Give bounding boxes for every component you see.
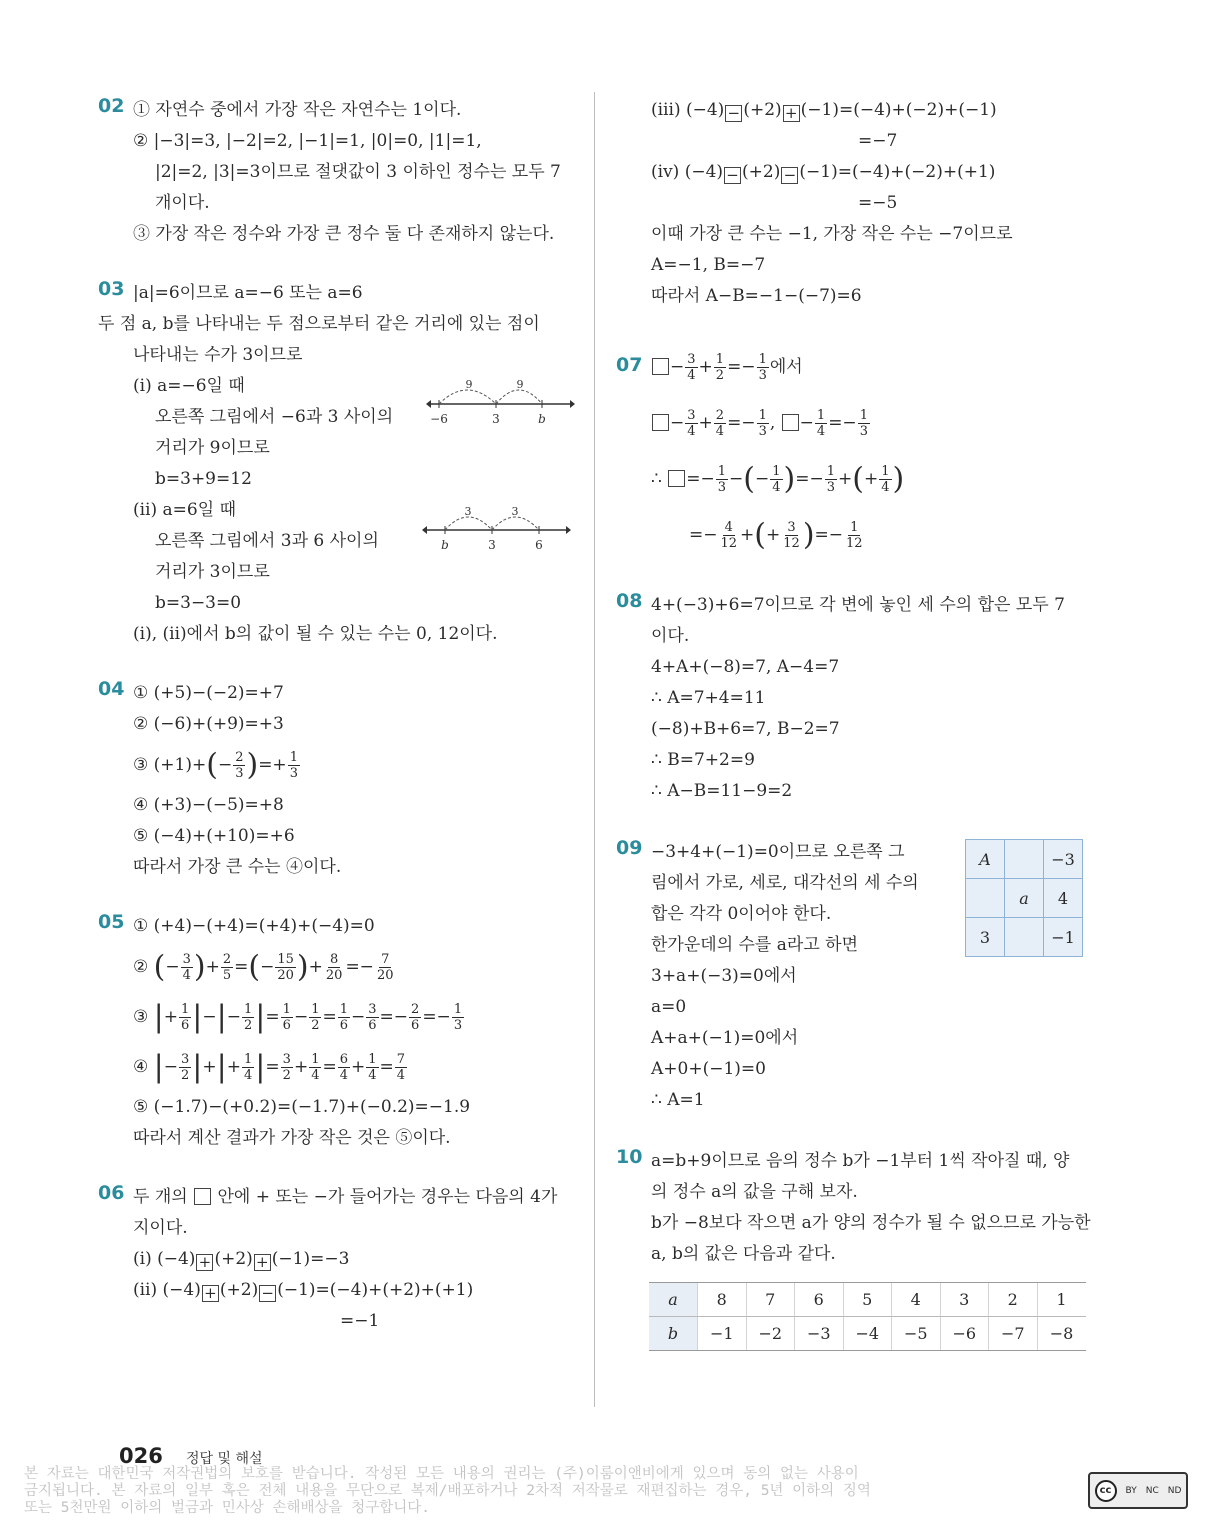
problem-05 — [98, 911, 578, 1154]
grid-cell — [966, 879, 1005, 918]
grid-cell: A — [966, 840, 1005, 879]
text-line: 이때 가장 큰 수는 −1, 가장 작은 수는 −7이므로 — [651, 224, 1013, 244]
formula-line: − $\frac{3}{4}$ + $\frac{1}{2}$ =− $\frac{1}{3}$ 에서 — [651, 342, 1091, 392]
table-cell: 8 — [698, 1283, 747, 1317]
formula-line: − $\frac{3}{4}$ + $\frac{2}{4}$ =− $\frac{1}{3}$ , − $\frac{1}{4}$ =− $\frac{1}{3}$ — [651, 398, 1091, 448]
problem-08 — [616, 590, 1091, 807]
denominator: 3 — [235, 766, 244, 781]
table-cell: −4 — [843, 1317, 892, 1351]
table-cell: 2 — [989, 1283, 1038, 1317]
operator-box: − — [725, 105, 742, 122]
left-column — [98, 95, 578, 1365]
text-line: ② |−3|=3, |−2|=2, |−1|=1, |0|=0, |1|=1, — [133, 131, 482, 151]
text-line: a=0 — [651, 997, 687, 1017]
problem-10 — [616, 1146, 1091, 1351]
table-cell: −7 — [989, 1317, 1038, 1351]
text-line: 합은 각각 0이어야 한다. — [651, 904, 832, 924]
conclusion: (ⅰ), (ⅱ)에서 b의 값이 될 수 있는 수는 0, 12이다. — [133, 624, 498, 644]
text-line: |2|=2, |3|=3이므로 절댓값이 3 이하인 정수는 모두 7 — [155, 162, 561, 182]
text-line: A+0+(−1)=0 — [651, 1059, 766, 1079]
conclusion: 따라서 계산 결과가 가장 작은 것은 ⑤이다. — [133, 1128, 451, 1148]
tick-label: −6 — [430, 412, 448, 426]
nc-icon: NC — [1145, 1485, 1159, 1496]
text-line: A+a+(−1)=0에서 — [651, 1028, 799, 1048]
case-result: =−1 — [340, 1311, 380, 1331]
grid-cell: 3 — [966, 918, 1005, 957]
problem-number: 08 — [616, 590, 643, 612]
table-cell: −1 — [698, 1317, 747, 1351]
problem-number: 04 — [98, 678, 125, 700]
case-heading: (ⅰ) a=−6일 때 — [133, 376, 245, 396]
blank-box — [194, 1188, 211, 1205]
text-line: ④ (+3)−(−5)=+8 — [133, 795, 284, 815]
table-cell: 1 — [1037, 1283, 1086, 1317]
table-cell: 3 — [940, 1283, 989, 1317]
grid-cell: a — [1005, 879, 1044, 918]
problem-number: 06 — [98, 1182, 125, 1204]
formula-line: ② (− $\frac{3}{4}$ )+ $\frac{2}{5}$ =(− $\frac{15}{20}$ )+ $\frac{8}{20}$ =− $\frac{7}{20}$ — [133, 949, 394, 985]
text-line: −3+4+(−1)=0이므로 오른쪽 그 — [651, 842, 905, 862]
grid-cell: 4 — [1044, 879, 1083, 918]
formula-line: =− $\frac{4}{12}$ +(+ $\frac{3}{12}$ )=− $\frac{1}{12}$ — [689, 517, 863, 553]
problem-02 — [98, 95, 578, 250]
arc-label: 9 — [516, 378, 524, 391]
table-cell: 7 — [746, 1283, 795, 1317]
conclusion: 따라서 가장 큰 수는 ④이다. — [133, 857, 342, 877]
table-row — [649, 1317, 1086, 1351]
table-cell: 6 — [795, 1283, 844, 1317]
formula-line: ③ (+1)+(− $\frac{2}{3}$ )=+ $\frac{1}{3}$ — [133, 747, 298, 783]
text-line: ② (−6)+(+9)=+3 — [133, 714, 284, 734]
problem-09 — [616, 837, 1091, 1116]
tick-label: 3 — [488, 538, 496, 552]
text-line: ① 자연수 중에서 가장 작은 자연수는 1이다. — [133, 100, 462, 120]
magic-triangle-grid — [965, 839, 1083, 957]
text-line: ∴ A=7+4=11 — [651, 688, 766, 708]
grid-cell: −3 — [1044, 840, 1083, 879]
text-line: 4+(−3)+6=7이므로 각 변에 놓인 세 수의 합은 모두 7 — [651, 595, 1065, 615]
table-row — [649, 1283, 1086, 1317]
text-line: 4+A+(−8)=7, A−4=7 — [651, 657, 840, 677]
formula-part: − — [217, 755, 233, 775]
conclusion: ∴ A−B=11−9=2 — [651, 781, 793, 801]
operator-box: − — [781, 167, 798, 184]
text-line: a, b의 값은 다음과 같다. — [651, 1244, 836, 1264]
text-line: 나타내는 수가 3이므로 — [133, 345, 303, 365]
number-line-figure-1 — [425, 370, 575, 430]
text-line: 거리가 3이므로 — [155, 562, 270, 582]
formula-part: =+ — [258, 755, 287, 775]
table-cell: −5 — [892, 1317, 941, 1351]
number-line-figure-2 — [421, 496, 571, 556]
operator-box: + — [196, 1254, 213, 1271]
tick-label: 6 — [535, 538, 543, 552]
table-cell: −3 — [795, 1317, 844, 1351]
case-line: (ⅱ) (−4) + (+2) − (−1)=(−4)+(+2)+(+1) — [133, 1280, 474, 1302]
case-result: =−5 — [858, 193, 898, 213]
text-line: 이다. — [651, 626, 690, 646]
numerator: 1 — [289, 750, 298, 765]
text-line: 개이다. — [155, 193, 210, 213]
problem-06-continued — [616, 95, 1091, 312]
problem-06 — [98, 1182, 578, 1337]
operator-box: + — [254, 1254, 271, 1271]
table-cell: −2 — [746, 1317, 795, 1351]
copyright-notice — [24, 1466, 1064, 1517]
denominator: 3 — [289, 766, 298, 781]
notice-line: 본 자료는 대한민국 저작권법의 보호를 받습니다. 작성된 모든 내용의 권리는 (주)이룸이앤비에게 있으며 동의 없는 사용이 — [24, 1466, 859, 1482]
text-line: ① (+5)−(−2)=+7 — [133, 683, 284, 703]
text-line: 두 개의 안에 + 또는 −가 들어가는 경우는 다음의 4가 — [133, 1187, 558, 1207]
text-line: 두 점 a, b를 나타내는 두 점으로부터 같은 거리에 있는 점이 — [98, 314, 540, 334]
text-line: 오른쪽 그림에서 −6과 3 사이의 — [155, 407, 394, 427]
problem-number: 07 — [616, 354, 643, 376]
case-line: (ⅳ) (−4) − (+2) − (−1)=(−4)+(−2)+(+1) — [651, 162, 996, 184]
text-line: ③ 가장 작은 정수와 가장 큰 정수 둘 다 존재하지 않는다. — [133, 224, 555, 244]
formula-line: ③ |+ $\frac{1}{6}$ |−|− $\frac{1}{2}$ |= $\frac{1}{6}$ − $\frac{1}{2}$ = $\frac{1}{6}$ − $\frac{3}{6}$ =− $\frac{2}{6}$ =− $\frac{1}{3}$ — [133, 999, 463, 1035]
case-result: =−7 — [858, 131, 898, 151]
tick-label: b — [441, 538, 449, 552]
row-header: a — [649, 1283, 698, 1317]
item-marker: ④ — [133, 1057, 149, 1077]
text-line: (−8)+B+6=7, B−2=7 — [651, 719, 840, 739]
problem-number: 09 — [616, 837, 643, 859]
arc-label: 3 — [464, 505, 472, 518]
table-cell: 5 — [843, 1283, 892, 1317]
text-line: b=3−3=0 — [155, 593, 242, 613]
grid-cell: −1 — [1044, 918, 1083, 957]
text-line: ⑤ (−1.7)−(+0.2)=(−1.7)+(−0.2)=−1.9 — [133, 1097, 471, 1117]
tick-label: b — [538, 412, 546, 426]
conclusion: 따라서 A−B=−1−(−7)=6 — [651, 286, 862, 306]
arc-label: 9 — [465, 378, 473, 391]
case-heading: (ⅱ) a=6일 때 — [133, 500, 236, 520]
text-line: A=−1, B=−7 — [651, 255, 766, 275]
notice-line: 또는 5천만원 이하의 벌금과 민사상 손해배상을 청구합니다. — [24, 1500, 431, 1516]
operator-box: + — [783, 105, 800, 122]
blank-box — [652, 358, 669, 375]
text-line: 거리가 9이므로 — [155, 438, 270, 458]
problem-number: 03 — [98, 278, 125, 300]
formula-part: ③ (+1)+ — [133, 755, 207, 775]
problem-number: 05 — [98, 911, 125, 933]
table-cell: −6 — [940, 1317, 989, 1351]
problem-04 — [98, 678, 578, 883]
table-cell: −8 — [1037, 1317, 1086, 1351]
by-icon: BY — [1125, 1485, 1137, 1496]
cc-icon: cc — [1095, 1480, 1117, 1502]
column-divider — [594, 92, 595, 1407]
problem-07 — [616, 342, 1091, 560]
text-line: 한가운데의 수를 a라고 하면 — [651, 935, 858, 955]
text-line: |a|=6이므로 a=−6 또는 a=6 — [133, 283, 363, 303]
operator-box: + — [202, 1285, 219, 1302]
text-line: 림에서 가로, 세로, 대각선의 세 수의 — [651, 873, 919, 893]
text-line: 지이다. — [133, 1218, 188, 1238]
operator-box: − — [724, 167, 741, 184]
problem-03 — [98, 278, 578, 650]
grid-cell — [1005, 918, 1044, 957]
text-line: ⑤ (−4)+(+10)=+6 — [133, 826, 295, 846]
text-line: a=b+9이므로 음의 정수 b가 −1부터 1씩 작아질 때, 양 — [651, 1151, 1070, 1171]
item-marker: ③ — [133, 1007, 149, 1027]
page-number: 026 — [119, 1444, 163, 1468]
text-line: 3+a+(−3)=0에서 — [651, 966, 797, 986]
operator-box: − — [259, 1285, 276, 1302]
conclusion: ∴ A=1 — [651, 1090, 705, 1110]
table-cell: 4 — [892, 1283, 941, 1317]
case-line: (ⅲ) (−4) − (+2) + (−1)=(−4)+(−2)+(−1) — [651, 100, 997, 122]
row-header: b — [649, 1317, 698, 1351]
text-line: ∴ B=7+2=9 — [651, 750, 755, 770]
section-label: 정답 및 해설 — [186, 1451, 263, 1467]
text-line: b=3+9=12 — [155, 469, 252, 489]
numerator: 2 — [235, 750, 244, 765]
tick-label: 3 — [492, 412, 500, 426]
text-line: 의 정수 a의 값을 구해 보자. — [651, 1182, 858, 1202]
notice-line: 금지됩니다. 본 자료의 일부 혹은 전체 내용을 무단으로 복제/배포하거나 2차적 저작물로 재편집하는 경우, 5년 이하의 징역 — [24, 1483, 871, 1499]
text-line: 오른쪽 그림에서 3과 6 사이의 — [155, 531, 379, 551]
case-line: (ⅰ) (−4) + (+2) + (−1)=−3 — [133, 1249, 350, 1271]
formula-line: ∴ =− $\frac{1}{3}$ −(− $\frac{1}{4}$ )=− $\frac{1}{3}$ +(+ $\frac{1}{4}$ ) — [651, 461, 905, 497]
formula-line: ④ |− $\frac{3}{2}$ |+|+ $\frac{1}{4}$ |= $\frac{3}{2}$ + $\frac{1}{4}$ = $\frac{6}{4}$ + $\frac{1}{4}$ = $\frac{7}{4}$ — [133, 1049, 406, 1085]
ab-values-table — [649, 1282, 1086, 1351]
arc-label: 3 — [511, 505, 519, 518]
right-column — [616, 95, 1091, 1379]
problem-number: 10 — [616, 1146, 643, 1168]
text-line: ① (+4)−(+4)=(+4)+(−4)=0 — [133, 916, 375, 936]
problem-number: 02 — [98, 95, 125, 117]
nd-icon: ND — [1167, 1485, 1182, 1496]
item-marker: ② — [133, 957, 149, 977]
creative-commons-badge — [1088, 1472, 1188, 1509]
text-line: b가 −8보다 작으면 a가 양의 정수가 될 수 없으므로 가능한 — [651, 1213, 1091, 1233]
grid-cell — [1005, 840, 1044, 879]
